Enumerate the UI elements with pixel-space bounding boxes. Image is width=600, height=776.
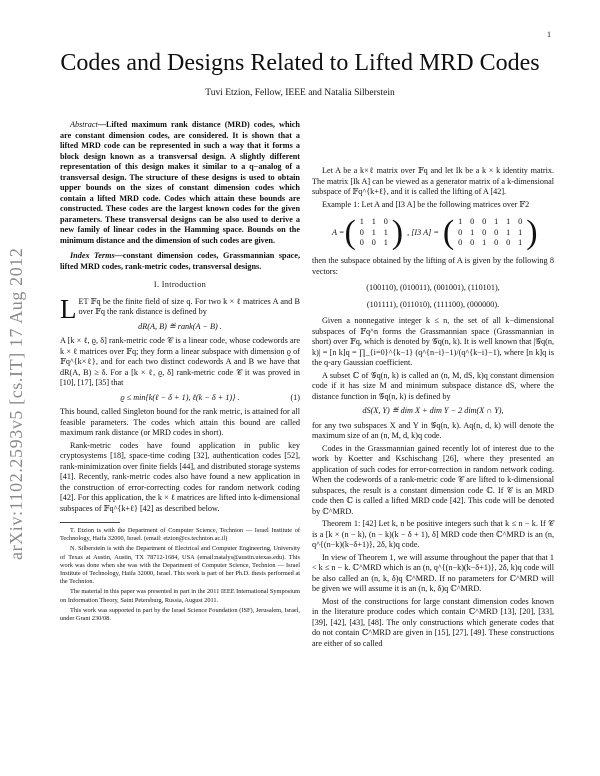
constructions-paragraph: Most of the constructions for large constant dimension codes known in the literature produce codes which contain ℂ^MRD [13], [20], [33], [39], [42], [43], [48]. The only constructions which generate codes that do not contain ℂ^MRD are given in [15], [27], [49]. These constructions are either of so called — [312, 596, 554, 648]
intro-paragraph-2: A [k × ℓ, ϱ, δ] rank-metric code 𝒞 is a linear code, whose codewords are k × ℓ matrices over 𝔽q; they form a linear subspace with dimension ϱ of 𝔽q^{k×ℓ}, and for each two distinct codewords A and B we have that dR(A, B) ≥ δ. For a [k × ℓ, ϱ, δ] rank-metric code 𝒞 it was proved in [10], [17], [35] that — [60, 336, 300, 387]
index-terms — [60, 251, 300, 272]
matrix-a — [356, 217, 392, 249]
authors: Tuvi Etzion, Fellow, IEEE and Natalia Silberstein — [205, 88, 395, 98]
equation-singleton — [60, 393, 300, 404]
abstract-label: Abstract — [70, 120, 98, 129]
vectors-line-2: (101111), (011010), (111100), (000000). — [366, 299, 500, 309]
footnotes — [60, 527, 300, 623]
left-paren: ( — [344, 214, 356, 251]
grassmannian-paragraph: Given a nonnegative integer k ≤ n, the set of all k−dimensional subspaces of 𝔽q^n forms the Grassmannian space (Grassmannian in short) over 𝔽q, which is denoted by 𝒢q(n, k). It is well known that |𝒢q(n, k)| = [n k]q = ∏_{i=0}^{k−1} (q^{n−i}−1)/(q^{k−i}−1), where [n k]q is the q-ary Gaussian coefficient. — [312, 316, 554, 367]
matrix-cell: 1 — [371, 227, 376, 237]
index-terms-label: Index Terms — [70, 251, 115, 260]
matrix-cell: 0 — [359, 227, 364, 237]
equation-subspace-distance-text: dS(X, Y) ≝ dim X + dim Y − 2 dim(X ∩ Y), — [362, 406, 504, 415]
matrix-cell: 0 — [359, 238, 364, 248]
intro-paragraph-1 — [60, 293, 300, 324]
vectors-line-1: (100110), (010011), (001001), (110101), — [366, 283, 500, 292]
assumption-paragraph: In view of Theorem 1, we will assume throughout the paper that that 1 < k ≤ n − k. ℂ^MRD which is an (n, q^{(n−k)(k−δ+1)}, 2δ, k)q code will be also called an (n, k, δ)q ℂ^MRD. If no parameters for ℂ^MRD will be given we will assume it is an (n, k, δ)q ℂ^MRD. — [312, 552, 554, 593]
intro-paragraph-3: This bound, called Singleton bound for the rank metric, is attained for all feasible parameters. The codes which attain this bound are called maximum rank distance (or MRD codes in short). — [60, 407, 300, 437]
matrix-cell: 1 — [506, 217, 511, 227]
footnote-silberstein: N. Silberstein is with the Department of Electrical and Computer Engineering, University of Texas at Austin, Austin, TX 78712-1684, USA (email:natalys@austin.utexas.edu). This work was done when she was with the Department of Computer Science, Technion — Israel Institute of Technology, Haifa 32000, Israel. This work is part of her Ph.D. thesis performed at the Technion. — [60, 545, 300, 586]
aq-paragraph: for any two subspaces X and Y in 𝒢q(n, k). Aq(n, d, k) will denote the maximum size of an (n, M, d, k)q code. — [312, 420, 554, 440]
matrix-ia — [454, 217, 526, 249]
footnote-isit: The material in this paper was presented in part in the 2011 IEEE International Symposium on Information Theory, Saint Petersburg, Russia, August 2011. — [60, 588, 300, 604]
matrix-cell: 0 — [518, 217, 523, 227]
matrix-cell: 1 — [458, 217, 463, 227]
matrix-cell: 1 — [383, 227, 388, 237]
arxiv-stamp: arXiv:1102.2593v5 [cs.IT] 17 Aug 2012 — [6, 247, 26, 560]
matrix-cell: 0 — [383, 217, 388, 227]
equation-rank-distance-text: dR(A, B) ≝ rank(A − B) . — [138, 321, 222, 331]
matrix-cell: 1 — [470, 227, 475, 237]
footnote-etzion: T. Etzion is with the Department of Computer Science, Technion — Israel Institute of Technology, Haifa 32000, Israel. (email: etzion@cs.technion.ac.il) — [60, 527, 300, 543]
matrix-cell: 1 — [518, 227, 523, 237]
matrix-cell: 0 — [506, 238, 511, 248]
matrix-cell: 1 — [518, 238, 523, 248]
matrix-cell: 1 — [371, 217, 376, 227]
theorem-1: Theorem 1: [42] Let k, n be positive integers such that k ≤ n − k. If 𝒞 is a [k × (n − k), (n − k)(k − δ + 1), δ] MRD code then ℂ^MRD is an (n, q^{(n−k)(k−δ+1)}, 2δ, k)q code. — [312, 519, 554, 549]
grassmannian-codes-paragraph: Codes in the Grassmannian gained recently lot of interest due to the work by Koetter and Kschischang [26], where they presented an application of such codes for error-correction in random network coding. When the codewords of a rank-metric code 𝒞 are lifted to k-dimensional subspaces, the result is a constant dimension code ℂ. If 𝒞 is an MRD code then ℂ is called a lifted MRD code [42]. This code will be denoted by ℂ^MRD. — [312, 443, 554, 516]
matrix-cell: 1 — [494, 217, 499, 227]
right-paren: ) — [526, 214, 538, 251]
matrix-cell: 0 — [371, 238, 376, 248]
equation-singleton-text: ϱ ≤ min{k(ℓ − δ + 1), ℓ(k − δ + 1)} . — [120, 392, 240, 402]
matrix-cell: 0 — [482, 227, 487, 237]
matrix-cell: 0 — [494, 227, 499, 237]
matrix-cell: 1 — [383, 238, 388, 248]
equation-number: (1) — [290, 392, 300, 402]
intro-p1-text: ET 𝔽q be the finite field of size q. For two k × ℓ matrices A and B over 𝔽q the rank distance is defined by — [78, 296, 300, 316]
matrix-cell: 0 — [482, 217, 487, 227]
matrix-cell: 1 — [359, 217, 364, 227]
lifting-result-paragraph: then the subspace obtained by the lifting of A is given by the following 8 vectors: — [312, 256, 554, 276]
example-1: Example 1: Let A and [I3 A] be the following matrices over 𝔽2 — [322, 199, 530, 209]
footnote-grant: This work was supported in part by the Israel Science Foundation (ISF), Jerusalem, Israel, under Grant 230/08. — [60, 606, 300, 623]
left-paren: ( — [442, 214, 455, 251]
index-terms-text: —constant dimension codes, Grassmannian space, lifted MRD codes, rank-metric codes, transversal designs. — [60, 251, 300, 271]
matrix-cell: 0 — [470, 238, 475, 248]
matrix-cell: 0 — [458, 227, 463, 237]
intro-paragraph-4: Rank-metric codes have found application in public key cryptosystems [18], space-time coding [32], authentication codes [52], rank-minimization over finite fields [44], and distributed storage systems [41]. Recently, rank-metric codes also have found a new application in the construction of error-correcting codes for random network coding [42]. For this application, the k × ℓ matrices are lifted into k-dimensional subspaces of 𝔽q^{k+ℓ} [42] as described below. — [60, 440, 300, 513]
right-column — [312, 166, 554, 651]
dropcap: L — [60, 293, 77, 324]
abstract — [60, 120, 300, 246]
footnote-divider — [60, 522, 120, 523]
matrix-a-label: A = — [332, 227, 345, 237]
matrix-cell: 1 — [506, 227, 511, 237]
matrix-ia-label: , [I3 A] = — [407, 227, 439, 237]
matrix-cell: 0 — [470, 217, 475, 227]
constant-dimension-paragraph: A subset ℂ of 𝒢q(n, k) is called an (n, M, dS, k)q constant dimension code if it has size M and minimum subspace distance dS, where the distance function in 𝒢q(n, k) is defined by — [312, 370, 554, 401]
lifting-paragraph: Let A be a k×ℓ matrix over 𝔽q and let Ik be a k × k identity matrix. The matrix [Ik A] can be viewed as a generator matrix of a k-dimensional subspace of 𝔽q^{k+ℓ}, and it is called the lifting of A [42]. — [312, 166, 554, 196]
matrix-cell: 1 — [482, 238, 487, 248]
page-number: 1 — [547, 30, 551, 39]
matrix-equation — [332, 216, 538, 250]
paper-title: Codes and Designs Related to Lifted MRD Codes — [60, 50, 540, 76]
right-paren: ) — [391, 214, 404, 251]
matrix-cell: 0 — [458, 238, 463, 248]
abstract-text: —Lifted maximum rank distance (MRD) codes, which are constant dimension codes, are considered. It is shown that a lifted MRD code can be represented in such a way that it forms a block design known as a transversal design. A slightly different representation of this design makes it similar to a q−analog of a transversal design. The structure of these designs is used to obtain upper bounds on the sizes of constant dimension codes which contain a lifted MRD code. Codes which attain these bounds are constructed. These codes are the largest known codes for the given parameters. These transversal designs can be also used to derive a new family of linear codes in the Hamming space. Bounds on the minimum distance and the dimension of such codes are given. — [60, 120, 300, 245]
equation-rank-distance — [60, 322, 300, 333]
left-column — [60, 120, 300, 625]
section-heading: I. Introduction — [153, 280, 207, 289]
matrix-cell: 0 — [494, 238, 499, 248]
equation-subspace-distance — [312, 406, 554, 417]
